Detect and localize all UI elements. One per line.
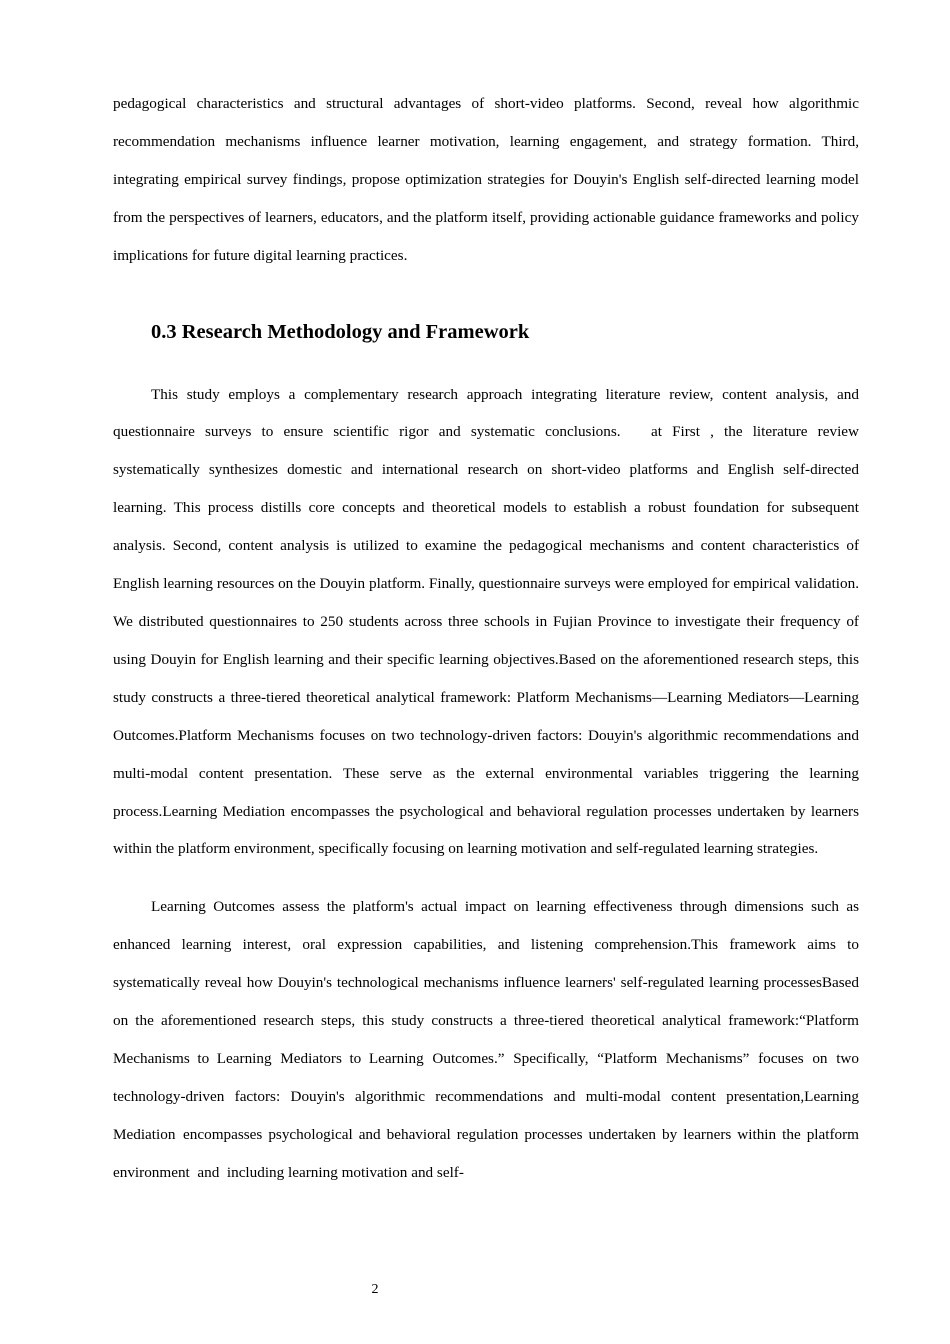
body-paragraph-methodology: This study employs a complementary research approach integrating literature review, content analysis, and questionnaire surveys to ensure scientific rigor and systematic conclusions. at First , the literature review systematically synthesizes domestic and international research on short-video platforms and English self-directed learning. This process distills core concepts and theoretical models to establish a robust foundation for subsequent analysis. Second, content analysis is utilized to examine the pedagogical mechanisms and content characteristics of English learning resources on the Douyin platform. Finally, questionnaire surveys were employed for empirical validation. We distributed questionnaires to 250 students across three schools in Fujian Province to investigate their frequency of using Douyin for English learning and their specific learning objectives.Based on the aforementioned research steps, this study constructs a three-tiered theoretical analytical framework: Platform Mechanisms—Learning Mediators—Learning Outcomes.Platform Mechanisms focuses on two technology-driven factors: Douyin's algorithmic recommendations and multi-modal content presentation. These serve as the external environmental variables triggering the learning process.Learning Mediation encompasses the psychological and behavioral regulation processes undertaken by learners within the platform environment, specifically focusing on learning motivation and self-regulated learning strategies.	[113, 385, 859, 858]
body-paragraph-objectives: pedagogical characteristics and structural advantages of short-video platforms. Second, reveal how algorithmic recommendation mechanisms influence learner motivation, learning engagement, and strategy formation. Third, integrating empirical survey findings, propose optimization strategies for Douyin's English self-directed learning model from the perspectives of learners, educators, and the platform itself, providing actionable guidance frameworks and policy implications for future digital learning practices.	[113, 95, 859, 264]
page-number: 2	[371, 1282, 379, 1297]
section-heading: 0.3 Research Methodology and Framework	[151, 320, 530, 343]
document-page	[113, 85, 859, 1192]
body-paragraph-framework: Learning Outcomes assess the platform's actual impact on learning effectiveness through dimensions such as enhanced learning interest, oral expression capabilities, and listening comprehension.This framework aims to systematically reveal how Douyin's technological mechanisms influence learners' self-regulated learning processesBased on the aforementioned research steps, this study constructs a three-tiered theoretical analytical framework:“Platform Mechanisms to Learning Mediators to Learning Outcomes.” Specifically, “Platform Mechanisms” focuses on two technology-driven factors: Douyin's algorithmic recommendations and multi-modal content presentation,Learning Mediation encompasses psychological and behavioral regulation processes undertaken by learners within the platform environment and including learning motivation and self-	[113, 898, 859, 1181]
